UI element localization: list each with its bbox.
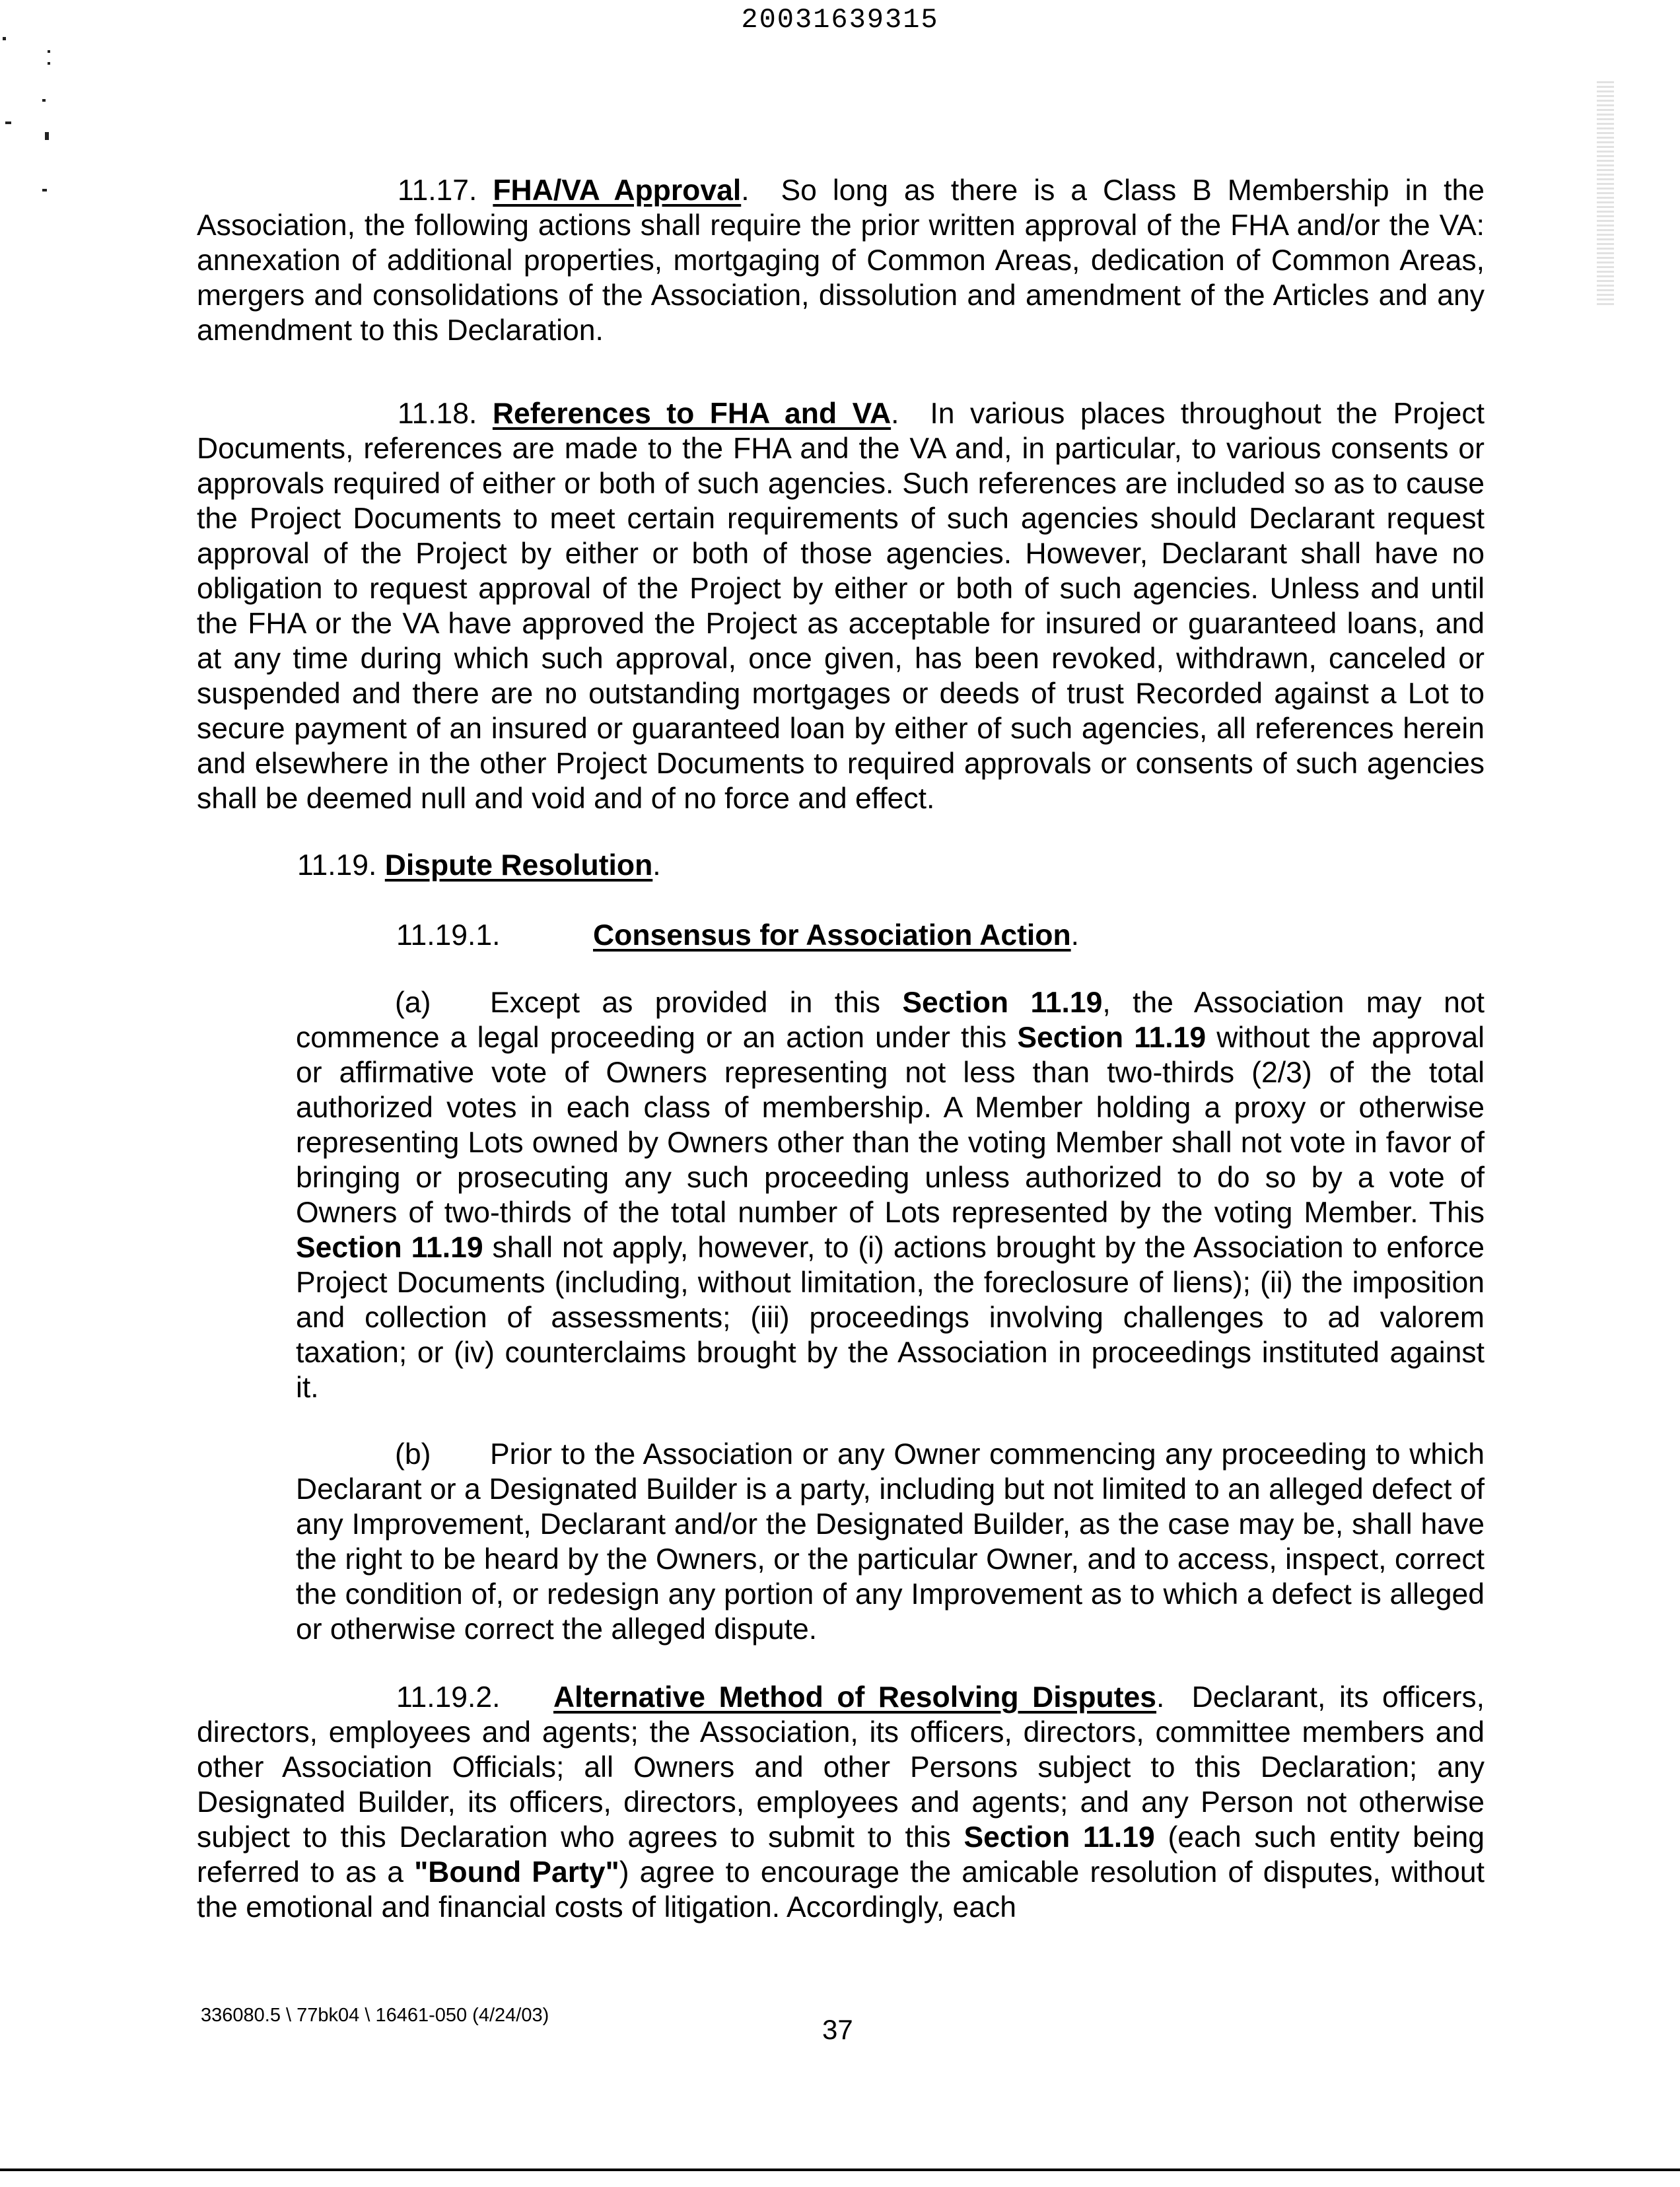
section-reference: Section 11.19 xyxy=(296,1232,483,1264)
section-text: ) agree to encourage the amicable resolution of disputes, without the emotional and financial costs of litigation. Accordingly, each xyxy=(197,1856,1485,1924)
paragraph-label: (b) xyxy=(395,1438,431,1471)
section-title: Consensus for Association Action xyxy=(593,919,1071,952)
margin-stamp xyxy=(1597,81,1614,305)
section-text: (each such entity being referred to as a xyxy=(197,1821,1485,1889)
section-11-19-1-title-line: Consensus for Association Action. xyxy=(593,919,1079,952)
section-text: Declarant, its officers, directors, employees and agents; the Association, its officers, directors, committee members and other Association Officials; all Owners and other Persons subject to this Declaration; any Designated Builder, its officers, directors, employees and agents; and any Person not otherwise subject to this Declaration who agrees to submit to this xyxy=(197,1681,1485,1854)
section-title: Alternative Method of Resolving Disputes xyxy=(553,1681,1157,1714)
section-11-19-heading: 11.19. Dispute Resolution. xyxy=(297,849,661,882)
paragraph-b xyxy=(296,1437,1485,1647)
section-title: References to FHA and VA xyxy=(492,398,892,430)
section-number: 11.19. xyxy=(297,849,377,882)
section-number: 11.18. xyxy=(398,398,477,430)
section-11-18: 11.18. References to FHA and VA. In various places throughout the Project Documents, references are made to the FHA and the VA and, in particular, to various consents or approvals required of either or both of such agencies. Such references are included so as to cause the Project Documents to meet certain requirements of such agencies should Declarant request approval of the Project by either or both of those agencies. However, Declarant shall have no obligation to request approval of the Project by either or both of such agencies. Unless and until the FHA or the VA have approved the Project as acceptable for insured or guaranteed loans, and at any time during which such approval, once given, has been revoked, withdrawn, canceled or suspended and there are no outstanding mortgages or deeds of trust Recorded against a Lot to secure payment of an insured or guaranteed loan by either of such agencies, all references herein and elsewhere in the other Project Documents to required approvals or consents of such agencies shall be deemed null and void and of no force and effect. xyxy=(197,398,1485,815)
paragraph-label: (a) xyxy=(395,987,431,1019)
section-11-19-2: 11.19.2. Alternative Method of Resolving Disputes. Declarant, its officers, directors, employees and agents; the Association, its officers, directors, committee members and other Association Officials; all Owners and other Persons subject to this Declaration; any Designated Builder, its officers, directors, employees and agents; and any Person not otherwise subject to this Declaration who agrees to submit to this Section 11.19 (each such entity being referred to as a "Bound Party") agree to encourage the amicable resolution of disputes, without the emotional and financial costs of litigation. Accordingly, each xyxy=(197,1681,1485,1924)
paragraph-text: shall not apply, however, to (i) actions brought by the Association to enforce Project Documents (including, without limitation, the foreclosure of liens); (ii) the imposition and collection of assessments; (iii) proceedings involving challenges to ad valorem taxation; or (iv) counterclaims brought by the Association in proceedings instituted against it. xyxy=(296,1232,1485,1404)
paragraph-text: without the approval or affirmative vote of Owners representing not less than two-thirds (2/3) of the total authorized votes in each class of membership. A Member holding a proxy or otherwise representing Lots owned by Owners other than the voting Member shall not vote in favor of bringing or prosecuting any such proceeding unless authorized to do so by a vote of Owners of two-thirds of the total number of Lots represented by the voting Member. This xyxy=(296,1022,1485,1229)
paragraph-a xyxy=(296,985,1485,1405)
scan-speck xyxy=(48,50,50,53)
section-reference: Section 11.19 xyxy=(963,1821,1155,1854)
section-title: FHA/VA Approval xyxy=(493,174,742,207)
section-11-17: 11.17. FHA/VA Approval. So long as there is a Class B Membership in the Association, the following actions shall require the prior written approval of the FHA and/or the VA: annexation of additional properties, mortgaging of Common Areas, dedication of Common Areas, mergers and consolidations of the Association, dissolution and amendment of the Articles and any amendment to this Declaration. xyxy=(197,174,1485,347)
section-text: So long as there is a Class B Membership in the Association, the following actions shall require the prior written approval of the FHA and/or the VA: annexation of additional properties, mortgaging of Common Areas, dedication of Common Areas, mergers and consolidations of the Association, dissolution and amendment of the Articles and any amendment to this Declaration. xyxy=(197,174,1485,347)
section-number: 11.19.2. xyxy=(396,1681,501,1714)
scan-speck xyxy=(42,99,46,102)
section-number: 11.19.1. xyxy=(396,919,501,952)
bottom-rule xyxy=(0,2169,1680,2171)
paragraph-text: Except as provided in this xyxy=(490,987,881,1019)
scan-speck xyxy=(42,189,47,191)
scan-speck xyxy=(3,37,6,40)
scan-speck xyxy=(5,122,11,124)
scan-speck xyxy=(45,132,49,140)
scan-speck xyxy=(48,62,50,65)
section-number: 11.17. xyxy=(398,174,477,207)
section-11-19-1-heading xyxy=(396,918,501,953)
page-number: 37 xyxy=(822,2014,853,2045)
section-reference: Section 11.19 xyxy=(902,987,1103,1019)
section-title: Dispute Resolution xyxy=(384,849,653,882)
document-id: 20031639315 xyxy=(741,4,939,36)
paragraph-text: Prior to the Association or any Owner commencing any proceeding to which Declarant or a Designated Builder is a party, including but not limited to an alleged defect of any Improvement, Declarant and/or the Designated Builder, as the case may be, shall have the right to be heard by the Owners, or the particular Owner, and to access, inspect, correct the condition of, or redesign any portion of any Improvement as to which a defect is alleged or otherwise correct the alleged dispute. xyxy=(296,1438,1485,1646)
section-reference: Section 11.19 xyxy=(1017,1022,1207,1054)
defined-term: "Bound Party" xyxy=(414,1856,619,1889)
section-text: In various places throughout the Project Documents, references are made to the FHA and the VA and, in particular, to various consents or approvals required of either or both of such agencies. Such references are included so as to cause the Project Documents to meet certain requirements of such agencies should Declarant request approval of the Project by either or both of those agencies. However, Declarant shall have no obligation to request approval of the Project by either or both of such agencies. Unless and until the FHA or the VA have approved the Project as acceptable for insured or guaranteed loans, and at any time during which such approval, once given, has been revoked, withdrawn, canceled or suspended and there are no outstanding mortgages or deeds of trust Recorded against a Lot to secure payment of an insured or guaranteed loan by either of such agencies, all references herein and elsewhere in the other Project Documents to required approvals or consents of such agencies shall be deemed null and void and of no force and effect. xyxy=(197,398,1485,815)
paragraph-text: , the Association may not commence a legal proceeding or an action under this xyxy=(296,987,1485,1054)
footer-doc-ref: 336080.5 \ 77bk04 \ 16461-050 (4/24/03) xyxy=(201,2005,549,2026)
